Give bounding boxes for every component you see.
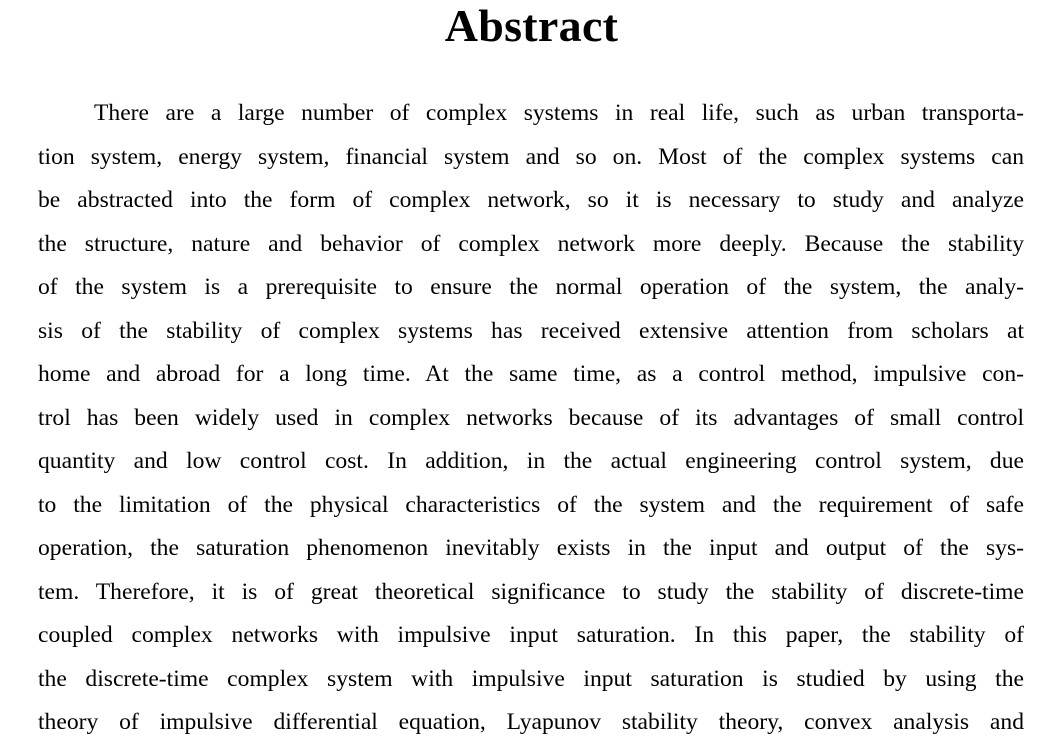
text-line: operation, the saturation phenomenon inevitably exists in the input and output of the sys- [38, 535, 1024, 561]
text-line: trol has been widely used in complex networks because of its advantages of small control [38, 404, 1024, 431]
abstract-heading: Abstract [444, 0, 619, 51]
text-line: the structure, nature and behavior of complex network more deeply. Because the stability [38, 230, 1024, 257]
text-line: tion system, energy system, financial system and so on. Most of the complex systems can [38, 143, 1024, 170]
text-line: tem. Therefore, it is of great theoretical significance to study the stability of discrete-time [38, 578, 1024, 605]
text-line: the discrete-time complex system with impulsive input saturation is studied by using the [38, 665, 1024, 692]
text-line: to the limitation of the physical characteristics of the system and the requirement of safe [38, 491, 1024, 518]
text-line: home and abroad for a long time. At the same time, as a control method, impulsive con- [38, 361, 1024, 387]
text-line: be abstracted into the form of complex network, so it is necessary to study and analyze [38, 187, 1024, 213]
abstract-paragraph [38, 92, 1024, 743]
text-line: sis of the stability of complex systems has received extensive attention from scholars at [38, 317, 1024, 344]
text-line: quantity and low control cost. In addition, in the actual engineering control system, due [38, 448, 1024, 474]
text-line: of the system is a prerequisite to ensure the normal operation of the system, the analy- [38, 274, 1024, 300]
text-line: theory of impulsive differential equation, Lyapunov stability theory, convex analysis and [38, 709, 1024, 735]
text-line: coupled complex networks with impulsive input saturation. In this paper, the stability of [38, 622, 1024, 648]
text-line: There are a large number of complex systems in real life, such as urban transporta- [94, 100, 1024, 126]
